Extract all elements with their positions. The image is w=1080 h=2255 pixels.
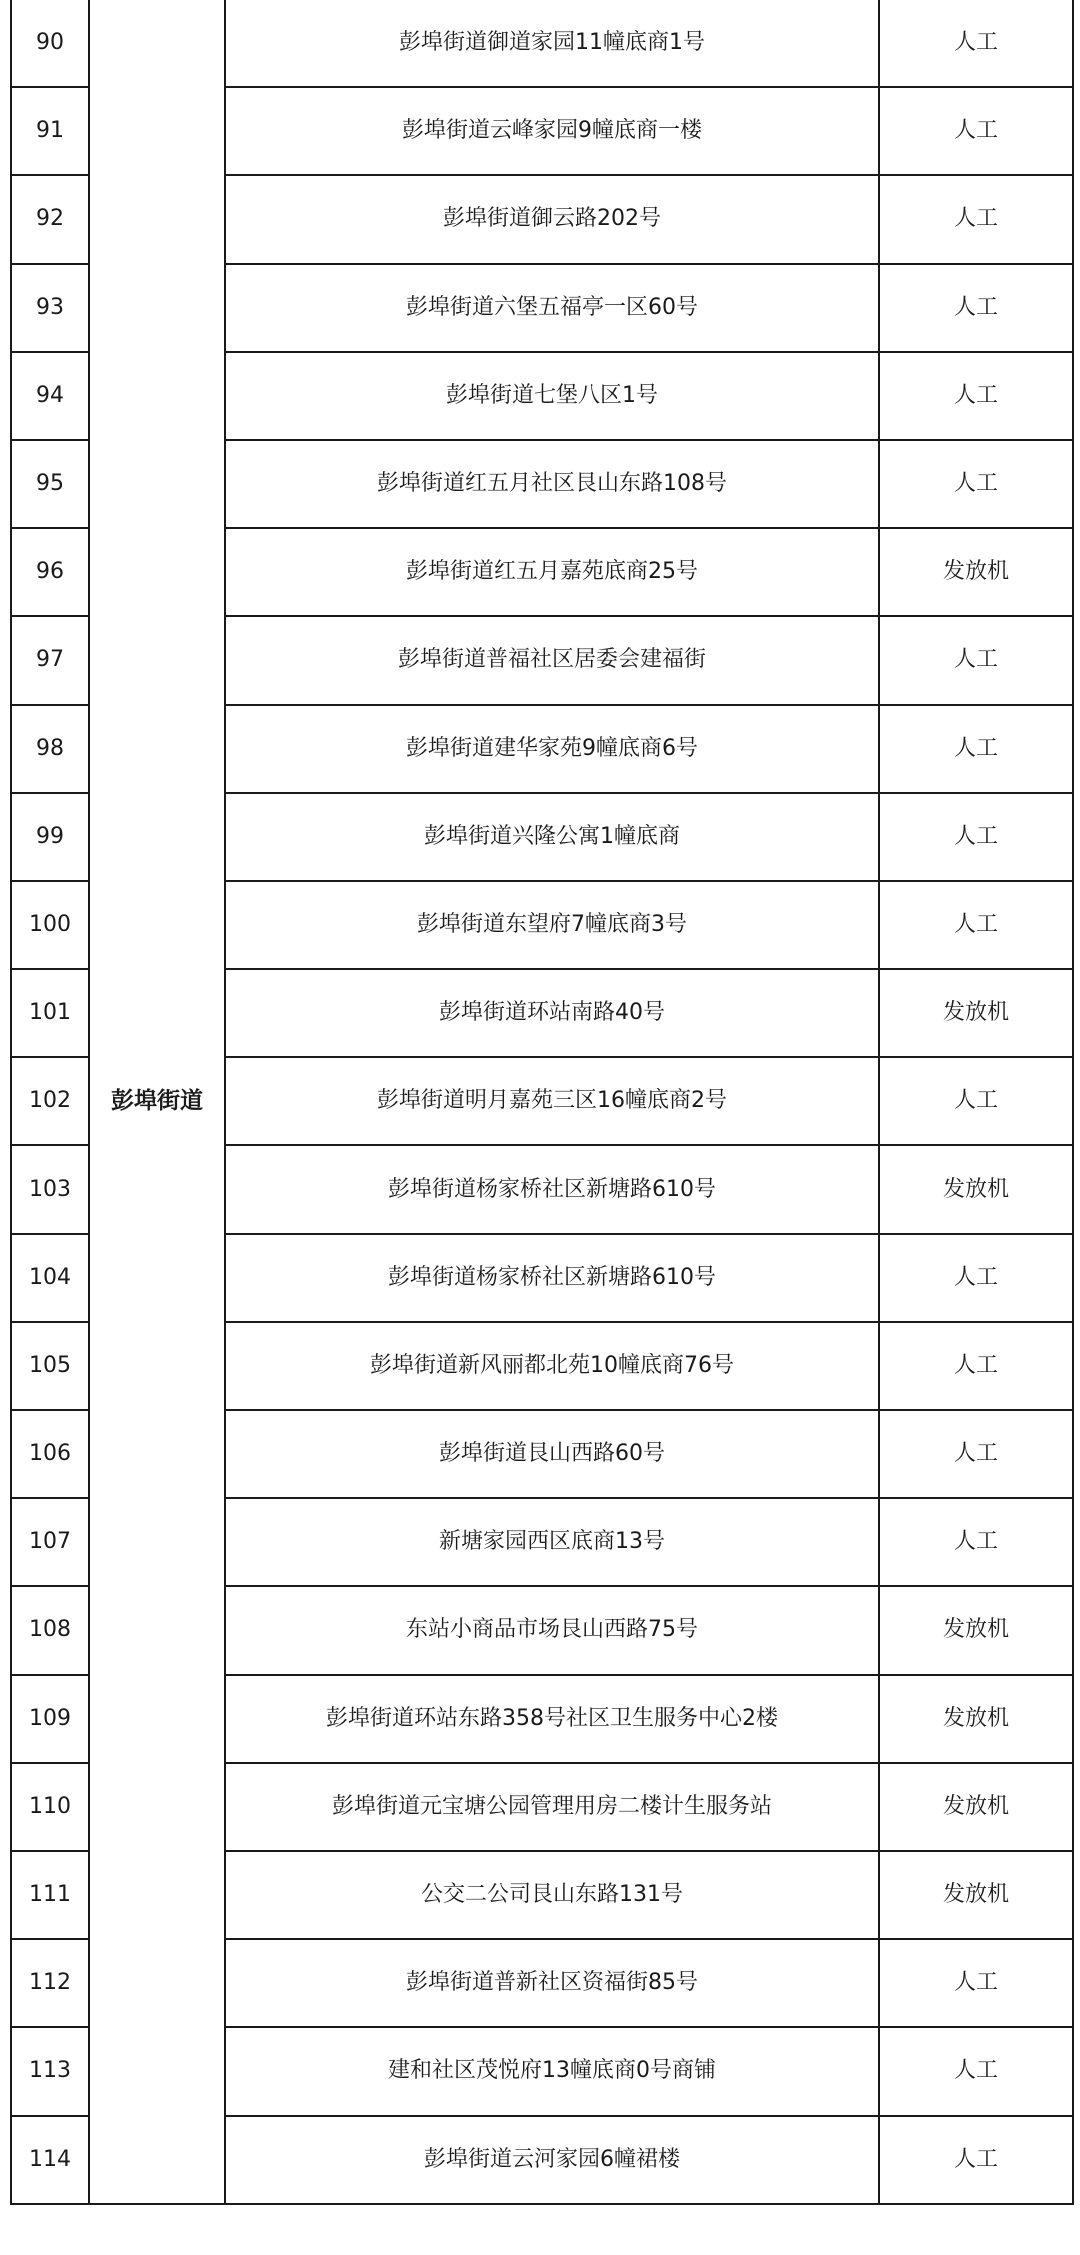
- address-cell: 彭埠街道御云路202号: [225, 175, 879, 263]
- street-name-cell: 彭埠街道: [89, 0, 225, 2204]
- distribution-type-cell: 人工: [879, 1498, 1073, 1586]
- address-cell: 彭埠街道七堡八区1号: [225, 352, 879, 440]
- row-number-cell: 102: [11, 1057, 89, 1145]
- distribution-type-cell: 人工: [879, 440, 1073, 528]
- row-number-cell: 113: [11, 2027, 89, 2115]
- address-cell: 彭埠街道普新社区资福街85号: [225, 1939, 879, 2027]
- address-cell: 建和社区茂悦府13幢底商0号商铺: [225, 2027, 879, 2115]
- address-cell: 彭埠街道杨家桥社区新塘路610号: [225, 1145, 879, 1233]
- distribution-sites-table: [10, 0, 1074, 2205]
- distribution-type-cell: 发放机: [879, 528, 1073, 616]
- distribution-type-cell: 人工: [879, 1939, 1073, 2027]
- address-cell: 东站小商品市场艮山西路75号: [225, 1586, 879, 1674]
- distribution-type-cell: 人工: [879, 1057, 1073, 1145]
- distribution-type-cell: 人工: [879, 2116, 1073, 2204]
- table-row: [11, 0, 1073, 87]
- address-cell: 彭埠街道兴隆公寓1幢底商: [225, 793, 879, 881]
- row-number-cell: 114: [11, 2116, 89, 2204]
- address-cell: 彭埠街道云峰家园9幢底商一楼: [225, 87, 879, 175]
- table-body: [11, 0, 1073, 2204]
- distribution-type-cell: 人工: [879, 352, 1073, 440]
- distribution-type-cell: 发放机: [879, 1763, 1073, 1851]
- row-number-cell: 107: [11, 1498, 89, 1586]
- distribution-type-cell: 人工: [879, 705, 1073, 793]
- address-cell: 彭埠街道艮山西路60号: [225, 1410, 879, 1498]
- row-number-cell: 105: [11, 1322, 89, 1410]
- distribution-type-cell: 人工: [879, 793, 1073, 881]
- row-number-cell: 91: [11, 87, 89, 175]
- address-cell: 公交二公司艮山东路131号: [225, 1851, 879, 1939]
- address-cell: 彭埠街道环站东路358号社区卫生服务中心2楼: [225, 1675, 879, 1763]
- distribution-type-cell: 人工: [879, 1410, 1073, 1498]
- row-number-cell: 109: [11, 1675, 89, 1763]
- distribution-type-cell: 发放机: [879, 1145, 1073, 1233]
- distribution-type-cell: 人工: [879, 264, 1073, 352]
- address-cell: 彭埠街道明月嘉苑三区16幢底商2号: [225, 1057, 879, 1145]
- address-cell: 彭埠街道元宝塘公园管理用房二楼计生服务站: [225, 1763, 879, 1851]
- row-number-cell: 104: [11, 1234, 89, 1322]
- row-number-cell: 100: [11, 881, 89, 969]
- address-cell: 彭埠街道杨家桥社区新塘路610号: [225, 1234, 879, 1322]
- row-number-cell: 95: [11, 440, 89, 528]
- address-cell: 彭埠街道新风丽都北苑10幢底商76号: [225, 1322, 879, 1410]
- address-cell: 彭埠街道御道家园11幢底商1号: [225, 0, 879, 87]
- row-number-cell: 96: [11, 528, 89, 616]
- row-number-cell: 93: [11, 264, 89, 352]
- distribution-type-cell: 人工: [879, 1322, 1073, 1410]
- address-cell: 彭埠街道红五月社区艮山东路108号: [225, 440, 879, 528]
- distribution-type-cell: 发放机: [879, 1586, 1073, 1674]
- address-cell: 新塘家园西区底商13号: [225, 1498, 879, 1586]
- address-cell: 彭埠街道普福社区居委会建福街: [225, 616, 879, 704]
- distribution-type-cell: 人工: [879, 1234, 1073, 1322]
- row-number-cell: 106: [11, 1410, 89, 1498]
- row-number-cell: 92: [11, 175, 89, 263]
- distribution-type-cell: 发放机: [879, 969, 1073, 1057]
- row-number-cell: 94: [11, 352, 89, 440]
- address-cell: 彭埠街道环站南路40号: [225, 969, 879, 1057]
- row-number-cell: 111: [11, 1851, 89, 1939]
- row-number-cell: 112: [11, 1939, 89, 2027]
- address-cell: 彭埠街道六堡五福亭一区60号: [225, 264, 879, 352]
- distribution-type-cell: 人工: [879, 0, 1073, 87]
- row-number-cell: 110: [11, 1763, 89, 1851]
- row-number-cell: 97: [11, 616, 89, 704]
- address-cell: 彭埠街道建华家苑9幢底商6号: [225, 705, 879, 793]
- address-cell: 彭埠街道云河家园6幢裙楼: [225, 2116, 879, 2204]
- distribution-type-cell: 人工: [879, 616, 1073, 704]
- distribution-type-cell: 发放机: [879, 1675, 1073, 1763]
- distribution-type-cell: 人工: [879, 881, 1073, 969]
- address-cell: 彭埠街道东望府7幢底商3号: [225, 881, 879, 969]
- row-number-cell: 108: [11, 1586, 89, 1674]
- row-number-cell: 98: [11, 705, 89, 793]
- row-number-cell: 101: [11, 969, 89, 1057]
- row-number-cell: 99: [11, 793, 89, 881]
- address-cell: 彭埠街道红五月嘉苑底商25号: [225, 528, 879, 616]
- distribution-type-cell: 人工: [879, 2027, 1073, 2115]
- distribution-type-cell: 人工: [879, 175, 1073, 263]
- distribution-type-cell: 人工: [879, 87, 1073, 175]
- row-number-cell: 90: [11, 0, 89, 87]
- distribution-type-cell: 发放机: [879, 1851, 1073, 1939]
- row-number-cell: 103: [11, 1145, 89, 1233]
